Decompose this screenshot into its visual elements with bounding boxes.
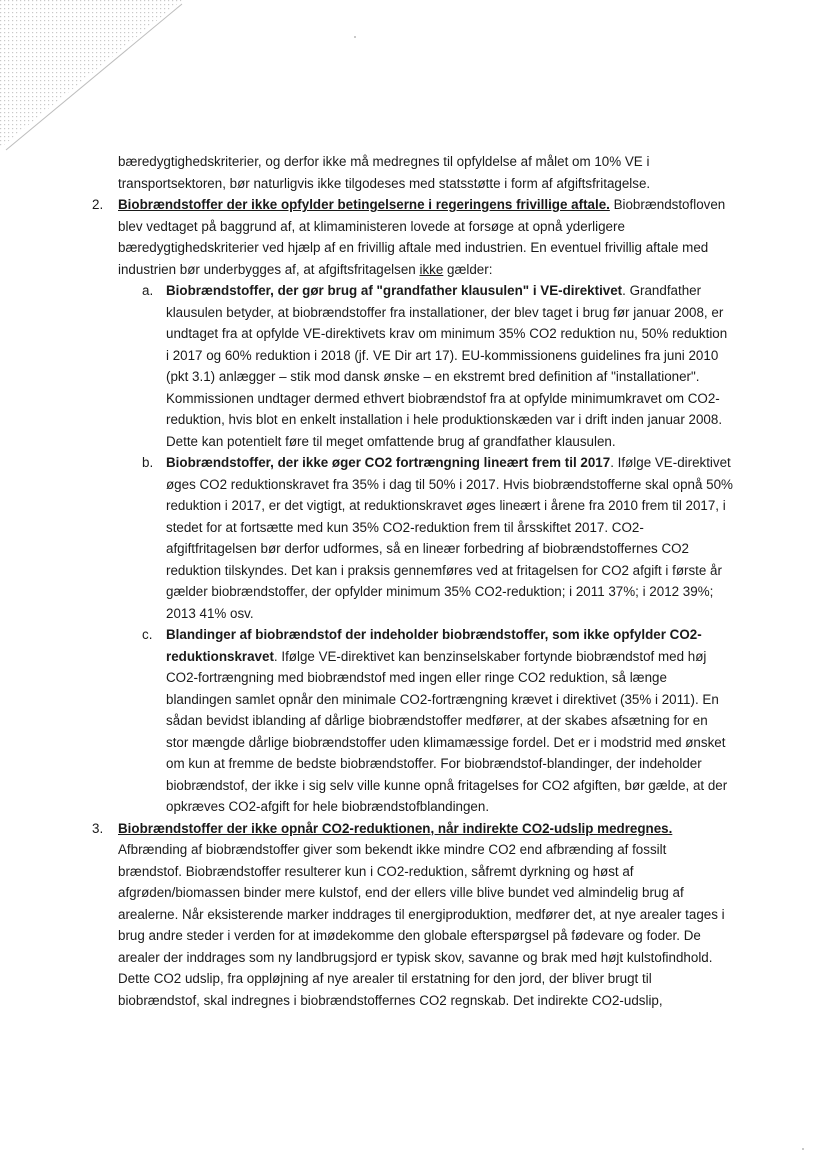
sub-item-b	[142, 452, 733, 624]
scan-speck	[354, 36, 356, 38]
list-item-3	[92, 818, 733, 1012]
sub-item-a-paragraph	[166, 280, 733, 452]
item-2-paragraph	[118, 194, 733, 280]
sub-item-a-text: . Grandfather klausulen betyder, at biobrændstoffer fra installationer, der blev taget i brug før januar 2008, er undtaget fra at opfylde VE-direktivets krav om minimum 35% CO2 reduktion nu, 50% reduktion i 2017 og 60% reduktion i 2018 (jf. VE Dir art 17). EU-kommissionens guidelines fra juni 2010 (pkt 3.1) anlægger – stik mod dansk ønske – en ekstremt bred definition af "installationer". Kommissionen undtager dermed ethvert biobrændstof fra at opfylde minimumkravet om CO2-reduktion, hvis blot en enkelt installation i hele produktionskæden var i drift inden januar 2008. Dette kan potentielt føre til meget omfattende brug af grandfather klausulen.	[166, 283, 728, 449]
sub-item-b-paragraph	[166, 452, 733, 624]
scan-fold-mark	[0, 0, 190, 160]
sub-item-letter: b.	[142, 455, 154, 470]
sub-item-c	[142, 624, 733, 818]
document-body	[92, 151, 733, 1011]
sub-item-c-heading: Blandinger af biobrændstof der indeholder biobrændstoffer, som ikke opfylder CO2-reduktionskravet	[166, 627, 702, 664]
intro-paragraph: bæredygtighedskriterier, og derfor ikke må medregnes til opfyldelse af målet om 10% VE i transportsektoren, bør naturligvis ikke tilgodeses med statsstøtte i form af afgiftsfritagelse.	[118, 154, 651, 191]
scan-speck	[802, 1148, 804, 1150]
sub-item-a	[142, 280, 733, 452]
item-2-text-before: Biobrændstofloven blev vedtaget på baggrund af, at klimaministeren lovede at forsøge at opnå yderligere bæredygtighedskriterier ved hjælp af en frivillig aftale med industrien. En eventuel frivillig aftale med industrien bør underbygges af, at afgiftsfritagelsen	[118, 197, 726, 277]
item-2-text-after: gælder:	[443, 261, 493, 277]
list-number: 3.	[92, 820, 104, 836]
sub-item-b-heading: Biobrændstoffer, der ikke øger CO2 fortrængning lineært frem til 2017	[166, 455, 611, 470]
item-2-emphasis: ikke	[419, 261, 444, 277]
sub-item-c-paragraph	[166, 624, 733, 818]
sub-item-a-heading: Biobrændstoffer, der gør brug af "grandfather klausulen" i VE-direktivet	[166, 283, 623, 298]
item-2-heading: Biobrændstoffer der ikke opfylder betingelserne i regeringens frivillige aftale.	[118, 197, 610, 212]
item-3-heading: Biobrændstoffer der ikke opnår CO2-reduktionen, når indirekte CO2-udslip medregnes.	[118, 820, 673, 836]
list-item-2	[92, 194, 733, 818]
sub-item-b-text: . Ifølge VE-direktivet øges CO2 reduktionskravet fra 35% i dag til 50% i 2017. Hvis biobrændstofferne skal opnå 50% reduktion i 2017, er det vigtigt, at reduktionskravet øges lineært i årene fra 2010 frem til 2017, i stedet for at fortsætte med kun 35% CO2-reduktion frem til årsskiftet 2017. CO2-afgiftfritagelsen bør derfor udformes, så en lineær forbedring af biobrændstoffernes CO2 reduktion tilskyndes. Det kan i praksis gennemføres ved at fritagelsen for CO2 afgift i første år gælder biobrændstoffer, der opfylder minimum 35% CO2-reduktion; i 2011 37%; i 2012 39%; 2013 41% osv.	[166, 455, 733, 621]
item-3-paragraph: Afbrænding af biobrændstoffer giver som bekendt ikke mindre CO2 end afbrænding af fossilt brændstof. Biobrændstoffer resulterer kun i CO2-reduktion, såfremt dyrkning og høst af afgrøden/biomassen binder mere kulstof, end der ellers ville blive bundet ved almindelig brug af arealerne. Når eksisterende marker inddrages til energiproduktion, medfører det, at nye arealer tages i brug andre steder i verden for at imødekomme den globale efterspørgsel på fødevare og foder. De arealer der inddrages som ny landbrugsjord er typisk skov, savanne og brak med højt kulstofindhold. Dette CO2 udslip, fra oppløjning af nye arealer til erstatning for den jord, der bliver brugt til biobrændstof, skal indregnes i biobrændstoffernes CO2 regnskab. Det indirekte CO2-udslip,	[118, 842, 725, 1008]
item-3-heading-line	[118, 818, 733, 840]
list-number: 2.	[92, 197, 104, 212]
scan-corner-artifact	[0, 0, 190, 160]
sub-item-c-text: . Ifølge VE-direktivet kan benzinselskaber fortynde biobrændstof med høj CO2-fortrængning med biobrændstof med ingen eller ringe CO2 reduktion, så længe blandingen samlet opnår den minimale CO2-fortrængning krævet i direktivet (35% i 2011). En sådan bevidst iblanding af dårlige biobrændstoffer medfører, at der skabes afsætning for en stor mængde dårlige biobrændstoffer uden klimamæssige fordel. Det er i modstrid med ønsket om kun at fremme de bedste biobrændstoffer. For biobrændstof-blandinger, der indeholder biobrændstof, der ikke i sig selv ville kunne opnå fritagelses for CO2 afgiften, bør gælde, at der opkræves CO2-afgift for hele biobrændstofblandingen.	[166, 648, 728, 814]
sub-item-letter: a.	[142, 283, 154, 298]
sub-item-letter: c.	[142, 627, 153, 642]
